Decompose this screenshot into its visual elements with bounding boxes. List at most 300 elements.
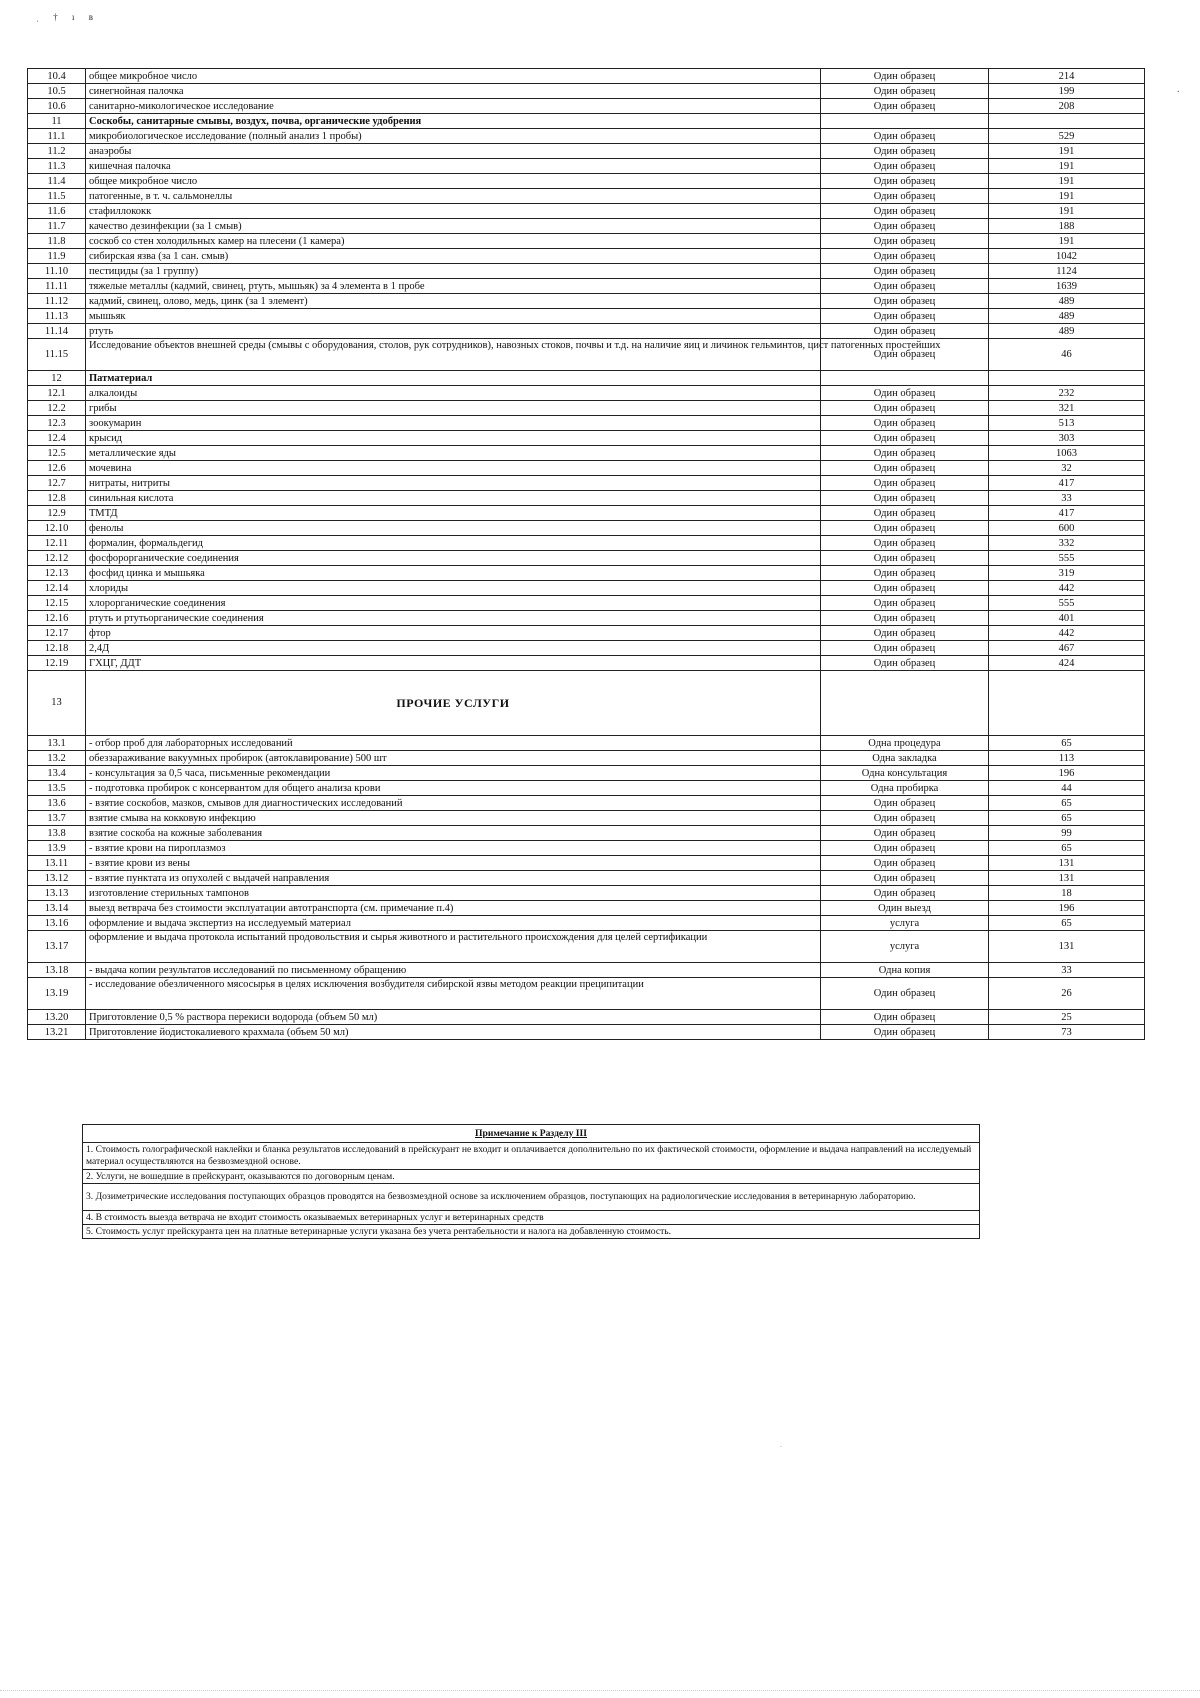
- unit-of-measure: Один образец: [821, 856, 989, 871]
- service-name: - выдача копии результатов исследований по письменному обращению: [86, 963, 821, 978]
- scan-edge-line: [0, 1690, 1200, 1691]
- service-name: взятие соскоба на кожные заболевания: [86, 826, 821, 841]
- row-number: 11.14: [28, 324, 86, 339]
- unit-of-measure: Один образец: [821, 99, 989, 114]
- row-number: 12.5: [28, 446, 86, 461]
- price-value: [989, 114, 1145, 129]
- table-row: [28, 963, 1145, 978]
- note-row: [83, 1184, 980, 1211]
- service-name: нитраты, нитриты: [86, 476, 821, 491]
- table-row: [28, 886, 1145, 901]
- table-row: [28, 536, 1145, 551]
- row-number: 11.8: [28, 234, 86, 249]
- table-row: [28, 401, 1145, 416]
- price-value: 191: [989, 174, 1145, 189]
- unit-of-measure: Один образец: [821, 84, 989, 99]
- unit-of-measure: Один образец: [821, 219, 989, 234]
- service-name: анаэробы: [86, 144, 821, 159]
- service-name: Патматериал: [86, 371, 821, 386]
- unit-of-measure: Один образец: [821, 596, 989, 611]
- price-value: 65: [989, 736, 1145, 751]
- price-value: 332: [989, 536, 1145, 551]
- table-row: [28, 796, 1145, 811]
- row-number: 13.21: [28, 1025, 86, 1040]
- table-row: [28, 129, 1145, 144]
- service-name: - взятие крови на пироплазмоз: [86, 841, 821, 856]
- table-row: [28, 781, 1145, 796]
- price-value: 417: [989, 476, 1145, 491]
- service-name: Приготовление 0,5 % раствора перекиси водорода (объем 50 мл): [86, 1010, 821, 1025]
- table-row: [28, 1025, 1145, 1040]
- unit-of-measure: Один образец: [821, 491, 989, 506]
- unit-of-measure: Один образец: [821, 204, 989, 219]
- unit-of-measure: Один образец: [821, 626, 989, 641]
- price-value: 113: [989, 751, 1145, 766]
- price-value: 467: [989, 641, 1145, 656]
- price-value: [989, 671, 1145, 736]
- service-name: ртуть и ртутьорганические соединения: [86, 611, 821, 626]
- table-row: [28, 506, 1145, 521]
- unit-of-measure: Один образец: [821, 234, 989, 249]
- unit-of-measure: Один выезд: [821, 901, 989, 916]
- service-name: - взятие соскобов, мазков, смывов для диагностических исследований: [86, 796, 821, 811]
- price-value: 26: [989, 978, 1145, 1010]
- row-number: 13.13: [28, 886, 86, 901]
- service-name: тяжелые металлы (кадмий, свинец, ртуть, мышьяк) за 4 элемента в 1 пробе: [86, 279, 821, 294]
- service-name: - подготовка пробирок с консервантом для общего анализа крови: [86, 781, 821, 796]
- note-row: [83, 1211, 980, 1225]
- service-name: ГХЦГ, ДДТ: [86, 656, 821, 671]
- row-number: 12.10: [28, 521, 86, 536]
- price-value: [989, 371, 1145, 386]
- service-name: мышьяк: [86, 309, 821, 324]
- row-number: 13.7: [28, 811, 86, 826]
- row-number: 12.2: [28, 401, 86, 416]
- table-row: [28, 766, 1145, 781]
- unit-of-measure: Один образец: [821, 506, 989, 521]
- row-number: 11.10: [28, 264, 86, 279]
- price-value: 442: [989, 581, 1145, 596]
- price-value: 442: [989, 626, 1145, 641]
- unit-of-measure: Один образец: [821, 324, 989, 339]
- unit-of-measure: Один образец: [821, 641, 989, 656]
- row-number: 13.8: [28, 826, 86, 841]
- row-number: 13.1: [28, 736, 86, 751]
- unit-of-measure: Один образец: [821, 339, 989, 371]
- service-name: выезд ветврача без стоимости эксплуатации автотранспорта (см. примечание п.4): [86, 901, 821, 916]
- table-row: [28, 856, 1145, 871]
- table-row: [28, 279, 1145, 294]
- price-value: 131: [989, 856, 1145, 871]
- price-value: 319: [989, 566, 1145, 581]
- table-row: [28, 431, 1145, 446]
- row-number: 12.12: [28, 551, 86, 566]
- service-name: металлические яды: [86, 446, 821, 461]
- unit-of-measure: Один образец: [821, 1010, 989, 1025]
- unit-of-measure: Один образец: [821, 841, 989, 856]
- row-number: 12: [28, 371, 86, 386]
- table-row: [28, 1010, 1145, 1025]
- unit-of-measure: [821, 671, 989, 736]
- table-row: [28, 294, 1145, 309]
- service-name: общее микробное число: [86, 174, 821, 189]
- row-number: 11.12: [28, 294, 86, 309]
- price-value: 188: [989, 219, 1145, 234]
- row-number: 10.5: [28, 84, 86, 99]
- service-name: санитарно-микологическое исследование: [86, 99, 821, 114]
- scan-speck: .: [1177, 84, 1180, 95]
- table-row: [28, 386, 1145, 401]
- service-name: синильная кислота: [86, 491, 821, 506]
- table-row: [28, 461, 1145, 476]
- service-name: грибы: [86, 401, 821, 416]
- note-row: [83, 1225, 980, 1239]
- service-name: фенолы: [86, 521, 821, 536]
- service-name: алкалоиды: [86, 386, 821, 401]
- unit-of-measure: Один образец: [821, 264, 989, 279]
- unit-of-measure: Один образец: [821, 796, 989, 811]
- price-value: 1639: [989, 279, 1145, 294]
- table-row: [28, 189, 1145, 204]
- unit-of-measure: Один образец: [821, 551, 989, 566]
- table-row: [28, 324, 1145, 339]
- row-number: 11.11: [28, 279, 86, 294]
- price-value: 232: [989, 386, 1145, 401]
- price-value: 303: [989, 431, 1145, 446]
- price-value: 199: [989, 84, 1145, 99]
- unit-of-measure: Один образец: [821, 144, 989, 159]
- service-name: - исследование обезличенного мясосырья в целях исключения возбудителя сибирской язвы методом реакции преципитации: [86, 978, 821, 1010]
- service-name: оформление и выдача экспертиз на исследуемый материал: [86, 916, 821, 931]
- price-value: 65: [989, 916, 1145, 931]
- note-text: 3. Дозиметрические исследования поступающих образцов проводятся на безвозмездной основе за исключением образцов, поступающих на радиологические исследования в ветеринарную лабораторию.: [83, 1184, 980, 1211]
- price-value: 513: [989, 416, 1145, 431]
- table-row: [28, 751, 1145, 766]
- notes-title-row: [83, 1125, 980, 1143]
- table-row: [28, 416, 1145, 431]
- service-name: Приготовление йодистокалиевого крахмала (объем 50 мл): [86, 1025, 821, 1040]
- row-number: 11.4: [28, 174, 86, 189]
- unit-of-measure: Один образец: [821, 826, 989, 841]
- row-number: 13.2: [28, 751, 86, 766]
- row-number: 13.19: [28, 978, 86, 1010]
- price-value: 33: [989, 963, 1145, 978]
- price-value: 99: [989, 826, 1145, 841]
- note-text: 2. Услуги, не вошедшие в прейскурант, оказываются по договорным ценам.: [83, 1170, 980, 1184]
- row-number: 12.14: [28, 581, 86, 596]
- table-row: [28, 84, 1145, 99]
- price-value: 529: [989, 129, 1145, 144]
- section-title: ПРОЧИЕ УСЛУГИ: [86, 671, 821, 736]
- table-row: [28, 551, 1145, 566]
- table-row: [28, 309, 1145, 324]
- table-row: [28, 249, 1145, 264]
- price-value: 46: [989, 339, 1145, 371]
- row-number: 10.4: [28, 69, 86, 84]
- row-number: 11.3: [28, 159, 86, 174]
- unit-of-measure: Один образец: [821, 446, 989, 461]
- notes-body: [83, 1125, 980, 1239]
- price-value: 191: [989, 234, 1145, 249]
- unit-of-measure: Один образец: [821, 536, 989, 551]
- price-value: 208: [989, 99, 1145, 114]
- table-row: [28, 841, 1145, 856]
- price-value: 1042: [989, 249, 1145, 264]
- table-row: [28, 611, 1145, 626]
- table-row: [28, 596, 1145, 611]
- row-number: 12.15: [28, 596, 86, 611]
- table-row: [28, 174, 1145, 189]
- row-number: 11: [28, 114, 86, 129]
- table-row: [28, 626, 1145, 641]
- row-number: 13: [28, 671, 86, 736]
- service-name: ТМТД: [86, 506, 821, 521]
- table-row: [28, 144, 1145, 159]
- note-text: 1. Стоимость голографической наклейки и бланка результатов исследований в прейскурант не входит и оплачивается дополнительно по их фактической стоимости, оформление и выдача направлений на исследуемый материал осуществляются на безвозмездной основе.: [83, 1143, 980, 1170]
- price-value: 321: [989, 401, 1145, 416]
- service-name: 2,4Д: [86, 641, 821, 656]
- row-number: 12.13: [28, 566, 86, 581]
- table-row: [28, 204, 1145, 219]
- unit-of-measure: Один образец: [821, 521, 989, 536]
- unit-of-measure: Один образец: [821, 978, 989, 1010]
- service-name: изготовление стерильных тампонов: [86, 886, 821, 901]
- unit-of-measure: Один образец: [821, 461, 989, 476]
- row-number: 13.4: [28, 766, 86, 781]
- row-number: 13.5: [28, 781, 86, 796]
- price-value: 1124: [989, 264, 1145, 279]
- service-name: хлориды: [86, 581, 821, 596]
- unit-of-measure: Один образец: [821, 174, 989, 189]
- scan-corner-marks: ˌ † ı ʙ: [36, 12, 99, 22]
- table-row: [28, 641, 1145, 656]
- service-name: - взятие пунктата из опухолей с выдачей направления: [86, 871, 821, 886]
- table-row: [28, 736, 1145, 751]
- unit-of-measure: Один образец: [821, 386, 989, 401]
- unit-of-measure: Один образец: [821, 476, 989, 491]
- row-number: 12.3: [28, 416, 86, 431]
- table-row: [28, 978, 1145, 1010]
- unit-of-measure: Один образец: [821, 129, 989, 144]
- unit-of-measure: [821, 114, 989, 129]
- row-number: 11.13: [28, 309, 86, 324]
- table-row: [28, 219, 1145, 234]
- service-name: формалин, формальдегид: [86, 536, 821, 551]
- price-value: 191: [989, 189, 1145, 204]
- row-number: 11.6: [28, 204, 86, 219]
- table-row: [28, 446, 1145, 461]
- price-value: 1063: [989, 446, 1145, 461]
- service-name: сибирская язва (за 1 сан. смыв): [86, 249, 821, 264]
- service-name: мочевина: [86, 461, 821, 476]
- row-number: 12.6: [28, 461, 86, 476]
- scan-speck: .: [780, 1440, 782, 1449]
- row-number: 12.7: [28, 476, 86, 491]
- table-row: [28, 916, 1145, 931]
- unit-of-measure: Один образец: [821, 811, 989, 826]
- unit-of-measure: услуга: [821, 931, 989, 963]
- price-value: 555: [989, 596, 1145, 611]
- service-name: обеззараживание вакуумных пробирок (автоклавирование) 500 шт: [86, 751, 821, 766]
- table-row: [28, 264, 1145, 279]
- service-name: хлорорганические соединения: [86, 596, 821, 611]
- service-name: пестициды (за 1 группу): [86, 264, 821, 279]
- service-name: - отбор проб для лабораторных исследований: [86, 736, 821, 751]
- row-number: 11.5: [28, 189, 86, 204]
- table-row: [28, 871, 1145, 886]
- table-row: [28, 901, 1145, 916]
- row-number: 13.16: [28, 916, 86, 931]
- price-value: 32: [989, 461, 1145, 476]
- price-value: 191: [989, 159, 1145, 174]
- service-name: стафиллококк: [86, 204, 821, 219]
- service-name: фосфорорганические соединения: [86, 551, 821, 566]
- row-number: 12.8: [28, 491, 86, 506]
- table-row: [28, 656, 1145, 671]
- row-number: 12.11: [28, 536, 86, 551]
- service-name: - консультация за 0,5 часа, письменные рекомендации: [86, 766, 821, 781]
- price-value: 65: [989, 796, 1145, 811]
- unit-of-measure: Один образец: [821, 249, 989, 264]
- row-number: 11.7: [28, 219, 86, 234]
- row-number: 11.2: [28, 144, 86, 159]
- notes-table: [82, 1124, 980, 1239]
- table-row: [28, 234, 1145, 249]
- row-number: 12.4: [28, 431, 86, 446]
- price-value: 555: [989, 551, 1145, 566]
- row-number: 13.11: [28, 856, 86, 871]
- service-name: Исследование объектов внешней среды (смывы с оборудования, столов, рук сотрудников), навозных стоков, почвы и т.д. на наличие яиц и личинок гельминтов, цист патогенных простейших: [86, 339, 821, 371]
- price-value: 489: [989, 324, 1145, 339]
- price-value: 131: [989, 931, 1145, 963]
- table-row: [28, 521, 1145, 536]
- row-number: 11.1: [28, 129, 86, 144]
- service-name: крысид: [86, 431, 821, 446]
- price-value: 33: [989, 491, 1145, 506]
- service-name: Соскобы, санитарные смывы, воздух, почва, органические удобрения: [86, 114, 821, 129]
- service-name: взятие смыва на кокковую инфекцию: [86, 811, 821, 826]
- row-number: 13.18: [28, 963, 86, 978]
- row-number: 13.12: [28, 871, 86, 886]
- price-value: 73: [989, 1025, 1145, 1040]
- table-row: [28, 811, 1145, 826]
- table-row: [28, 159, 1145, 174]
- table-row: [28, 339, 1145, 371]
- price-value: 131: [989, 871, 1145, 886]
- unit-of-measure: Один образец: [821, 69, 989, 84]
- unit-of-measure: Один образец: [821, 309, 989, 324]
- price-value: 600: [989, 521, 1145, 536]
- note-text: 4. В стоимость выезда ветврача не входит стоимость оказываемых ветеринарных услуг и ветеринарных средств: [83, 1211, 980, 1225]
- row-number: 13.17: [28, 931, 86, 963]
- section-header-row: [28, 671, 1145, 736]
- row-number: 12.16: [28, 611, 86, 626]
- unit-of-measure: Один образец: [821, 401, 989, 416]
- service-name: фосфид цинка и мышьяка: [86, 566, 821, 581]
- price-list-table: [27, 68, 1145, 1040]
- price-value: 65: [989, 811, 1145, 826]
- row-number: 10.6: [28, 99, 86, 114]
- price-value: 401: [989, 611, 1145, 626]
- price-value: 65: [989, 841, 1145, 856]
- service-name: кишечная палочка: [86, 159, 821, 174]
- row-number: 13.9: [28, 841, 86, 856]
- service-name: соскоб со стен холодильных камер на плесени (1 камера): [86, 234, 821, 249]
- unit-of-measure: Одна консультация: [821, 766, 989, 781]
- service-name: патогенные, в т. ч. сальмонеллы: [86, 189, 821, 204]
- unit-of-measure: Одна закладка: [821, 751, 989, 766]
- row-number: 12.19: [28, 656, 86, 671]
- note-row: [83, 1143, 980, 1170]
- section-row: [28, 371, 1145, 386]
- unit-of-measure: Один образец: [821, 416, 989, 431]
- unit-of-measure: Одна копия: [821, 963, 989, 978]
- table-row: [28, 491, 1145, 506]
- unit-of-measure: Один образец: [821, 566, 989, 581]
- unit-of-measure: услуга: [821, 916, 989, 931]
- row-number: 12.1: [28, 386, 86, 401]
- table-row: [28, 69, 1145, 84]
- price-value: 196: [989, 766, 1145, 781]
- service-name: общее микробное число: [86, 69, 821, 84]
- price-value: 489: [989, 309, 1145, 324]
- unit-of-measure: Один образец: [821, 279, 989, 294]
- row-number: 13.20: [28, 1010, 86, 1025]
- service-name: оформление и выдача протокола испытаний продовольствия и сырья животного и растительного происхождения для целей сертификации: [86, 931, 821, 963]
- price-value: 18: [989, 886, 1145, 901]
- table-row: [28, 476, 1145, 491]
- price-list-body: [28, 69, 1145, 1040]
- service-name: - взятие крови из вены: [86, 856, 821, 871]
- price-value: 191: [989, 144, 1145, 159]
- row-number: 11.15: [28, 339, 86, 371]
- service-name: ртуть: [86, 324, 821, 339]
- unit-of-measure: Один образец: [821, 1025, 989, 1040]
- table-row: [28, 99, 1145, 114]
- price-value: 424: [989, 656, 1145, 671]
- unit-of-measure: Один образец: [821, 611, 989, 626]
- unit-of-measure: Один образец: [821, 294, 989, 309]
- unit-of-measure: Одна пробирка: [821, 781, 989, 796]
- service-name: синегнойная палочка: [86, 84, 821, 99]
- unit-of-measure: Один образец: [821, 581, 989, 596]
- unit-of-measure: Один образец: [821, 886, 989, 901]
- price-value: 214: [989, 69, 1145, 84]
- note-text: 5. Стоимость услуг прейскуранта цен на платные ветеринарные услуги указана без учета рентабельности и налога на добавленную стоимость.: [83, 1225, 980, 1239]
- table-row: [28, 566, 1145, 581]
- notes-title: Примечание к Разделу III: [83, 1125, 980, 1143]
- service-name: зоокумарин: [86, 416, 821, 431]
- row-number: 12.17: [28, 626, 86, 641]
- row-number: 12.18: [28, 641, 86, 656]
- price-value: 417: [989, 506, 1145, 521]
- row-number: 13.6: [28, 796, 86, 811]
- price-value: 44: [989, 781, 1145, 796]
- unit-of-measure: Один образец: [821, 189, 989, 204]
- unit-of-measure: Одна процедура: [821, 736, 989, 751]
- unit-of-measure: [821, 371, 989, 386]
- table-row: [28, 581, 1145, 596]
- price-value: 489: [989, 294, 1145, 309]
- service-name: качество дезинфекции (за 1 смыв): [86, 219, 821, 234]
- service-name: кадмий, свинец, олово, медь, цинк (за 1 элемент): [86, 294, 821, 309]
- row-number: 11.9: [28, 249, 86, 264]
- unit-of-measure: Один образец: [821, 431, 989, 446]
- unit-of-measure: Один образец: [821, 871, 989, 886]
- price-value: 191: [989, 204, 1145, 219]
- service-name: микробиологическое исследование (полный анализ 1 пробы): [86, 129, 821, 144]
- section-row: [28, 114, 1145, 129]
